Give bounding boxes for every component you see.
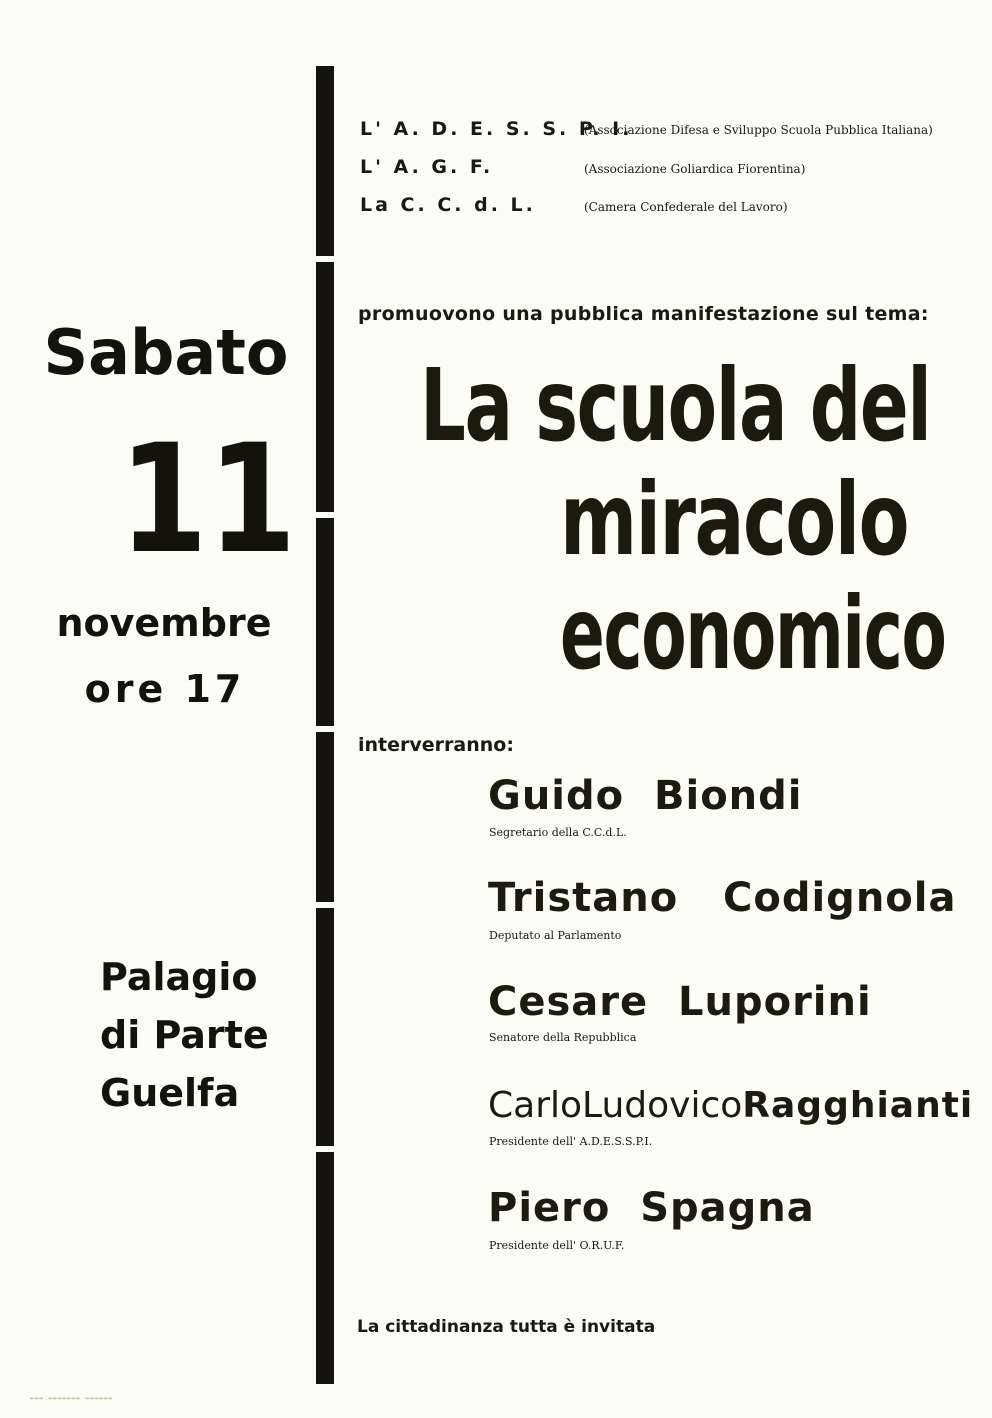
speaker-role: Presidente dell' O.R.U.F. [489,1239,625,1252]
month: novembre [56,601,272,645]
speaker-name [488,774,803,818]
speaker-role: Senatore della Repubblica [489,1031,637,1044]
organizer-name: La C. C. d. L. [360,194,536,216]
speaker-name [488,980,872,1024]
speaker-first-name: Piero [488,1185,611,1231]
organizer-description: (Associazione Difesa e Sviluppo Scuola Pubblica Italiana) [584,123,933,137]
venue-line: Guelfa [100,1071,240,1115]
main-title-line: economico [560,575,946,692]
speaker-name [488,1186,815,1230]
closing-invitation: La cittadinanza tutta è invitata [357,1317,656,1337]
speaker-first-name: Guido [488,773,625,819]
main-title-line: miracolo [560,461,908,578]
speaker-role: Deputato al Parlamento [489,929,622,942]
promo-text: promuovono una pubblica manifestazione sul tema: [358,303,929,325]
organizer-description: (Camera Confederale del Lavoro) [584,200,788,214]
weekday: Sabato [43,316,289,389]
speaker-name [488,876,956,920]
speaker-last-name: Ragghianti [742,1085,974,1126]
organizer-name: L' A. D. E. S. S. P. I. [360,118,633,140]
main-title-line: La scuola del [420,347,931,464]
speakers-intro: interverranno: [358,734,514,756]
venue-line: di Parte [100,1013,269,1057]
speaker-role: Segretario della C.C.d.L. [489,826,627,839]
speaker-first-name: Cesare [488,979,649,1025]
vertical-divider [316,66,334,1384]
organizer-name: L' A. G. F. [360,156,494,178]
day-number: 11 [119,413,297,587]
speaker-first-name: Tristano [488,875,679,921]
printer-mark: ▬▬▬ ▬▬▬▬▬▬▬ ▬▬▬▬▬▬ [30,1395,114,1402]
organizer-description: (Associazione Goliardica Fiorentina) [584,162,806,176]
venue-line: Palagio [100,955,258,999]
speaker-last-name: Luporini [678,979,872,1025]
time: ore 17 [84,667,246,711]
speaker-last-name: Biondi [654,773,803,819]
speaker-last-name: Spagna [640,1185,815,1231]
speaker-last-name: Codignola [723,875,957,921]
speaker-name [488,1084,973,1128]
speaker-role: Presidente dell' A.D.E.S.S.P.I. [489,1135,653,1148]
speaker-first-name: CarloLudovico [488,1085,743,1126]
